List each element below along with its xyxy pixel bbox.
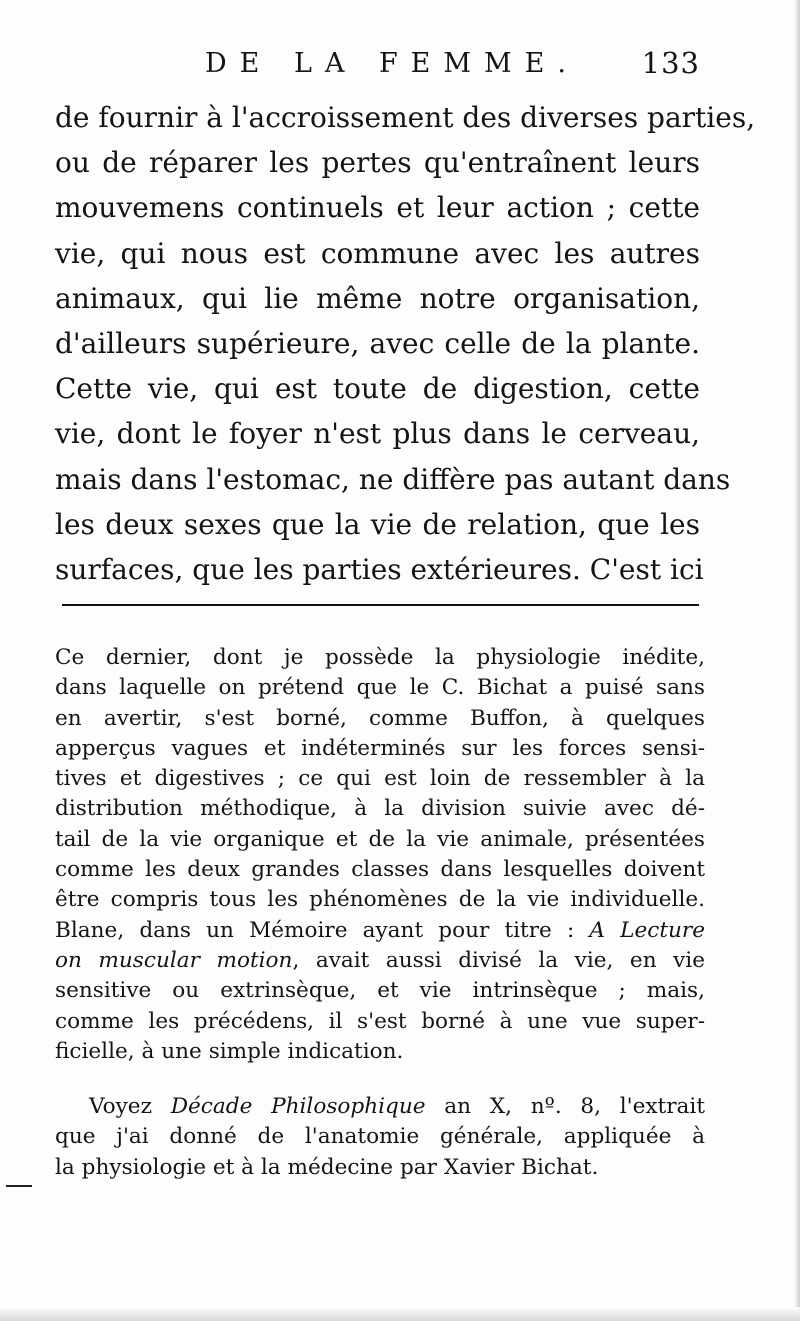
body-line: de fournir à l'accroissement des diverses parties, (55, 101, 756, 134)
body-line: les deux sexes que la vie de relation, que les (55, 507, 700, 541)
footnote-line: apperçus vagues et indéterminés sur les forces sensi- (55, 735, 705, 761)
footnote-line: que j'ai donné de l'anatomie générale, appliquée à (55, 1124, 705, 1150)
body-line: vie, dont le foyer n'est plus dans le cerveau, (55, 417, 700, 451)
footnote-line: ficielle, à une simple indication. (55, 1038, 404, 1064)
footnotes (55, 643, 705, 1183)
page-number: 133 (641, 46, 700, 80)
footnote-line: tives et digestives ; ce qui est loin de ressembler à la (55, 766, 705, 792)
page-edge-shadow (794, 0, 800, 1321)
footnote-line: distribution méthodique, à la division suivie avec dé- (55, 796, 705, 822)
footnote-text: , avait aussi divisé la vie, en vie (292, 947, 705, 973)
footnote-separator-rule (62, 604, 699, 606)
footnote-line (55, 916, 705, 946)
body-line: animaux, qui lie même notre organisation, (55, 281, 700, 315)
footnote-line: sensitive ou extrinsèque, et vie intrinsèque ; mais, (55, 978, 705, 1004)
footnote-line: en avertir, s'est borné, comme Buffon, à quelques (55, 705, 705, 731)
body-line: vie, qui nous est commune avec les autres (55, 236, 700, 270)
body-line: surfaces, que les parties extérieures. C'est ici (55, 553, 704, 587)
body-line: d'ailleurs supérieure, avec celle de la plante. (55, 327, 700, 361)
running-title: DE LA FEMME. (205, 48, 579, 79)
body-line: mais dans l'estomac, ne diffère pas autant dans (55, 462, 731, 496)
page-header (205, 48, 700, 84)
footnote-line: dans laquelle on prétend que le C. Bichat a puisé sans (55, 675, 705, 701)
main-text (55, 95, 756, 592)
page-bottom-shadow (0, 1307, 800, 1321)
body-line: ou de réparer les pertes qu'entraînent leurs (55, 146, 700, 180)
footnote-text: Voyez (89, 1094, 171, 1120)
footnote-line: comme les précédens, il s'est borné à une vue super- (55, 1008, 705, 1034)
note-gap (55, 1067, 705, 1092)
body-line: Cette vie, qui est toute de digestion, cette (55, 372, 700, 406)
periodical-title: Décade Philosophique (170, 1094, 426, 1120)
footnote-line: être compris tous les phénomènes de la vie individuelle. (55, 887, 705, 913)
footnote-line: comme les deux grandes classes dans lesquelles doivent (55, 857, 705, 883)
footnote-line (55, 1092, 705, 1122)
work-title: A Lecture (589, 917, 706, 943)
footnote-line: tail de la vie organique et de la vie animale, présentées (55, 826, 705, 852)
footnote-line: Ce dernier, dont je possède la physiologie inédite, (55, 645, 705, 670)
margin-mark (6, 1185, 32, 1187)
footnote-line: la physiologie et à la médecine par Xavier Bichat. (55, 1154, 599, 1180)
body-line: mouvemens continuels et leur action ; cette (55, 191, 700, 225)
work-title: on muscular motion (55, 947, 293, 973)
footnote-text: Blane, dans un Mémoire ayant pour titre : (55, 917, 590, 943)
footnote-line (55, 946, 705, 976)
footnote-text: an X, nº. 8, l'extrait (425, 1094, 705, 1120)
